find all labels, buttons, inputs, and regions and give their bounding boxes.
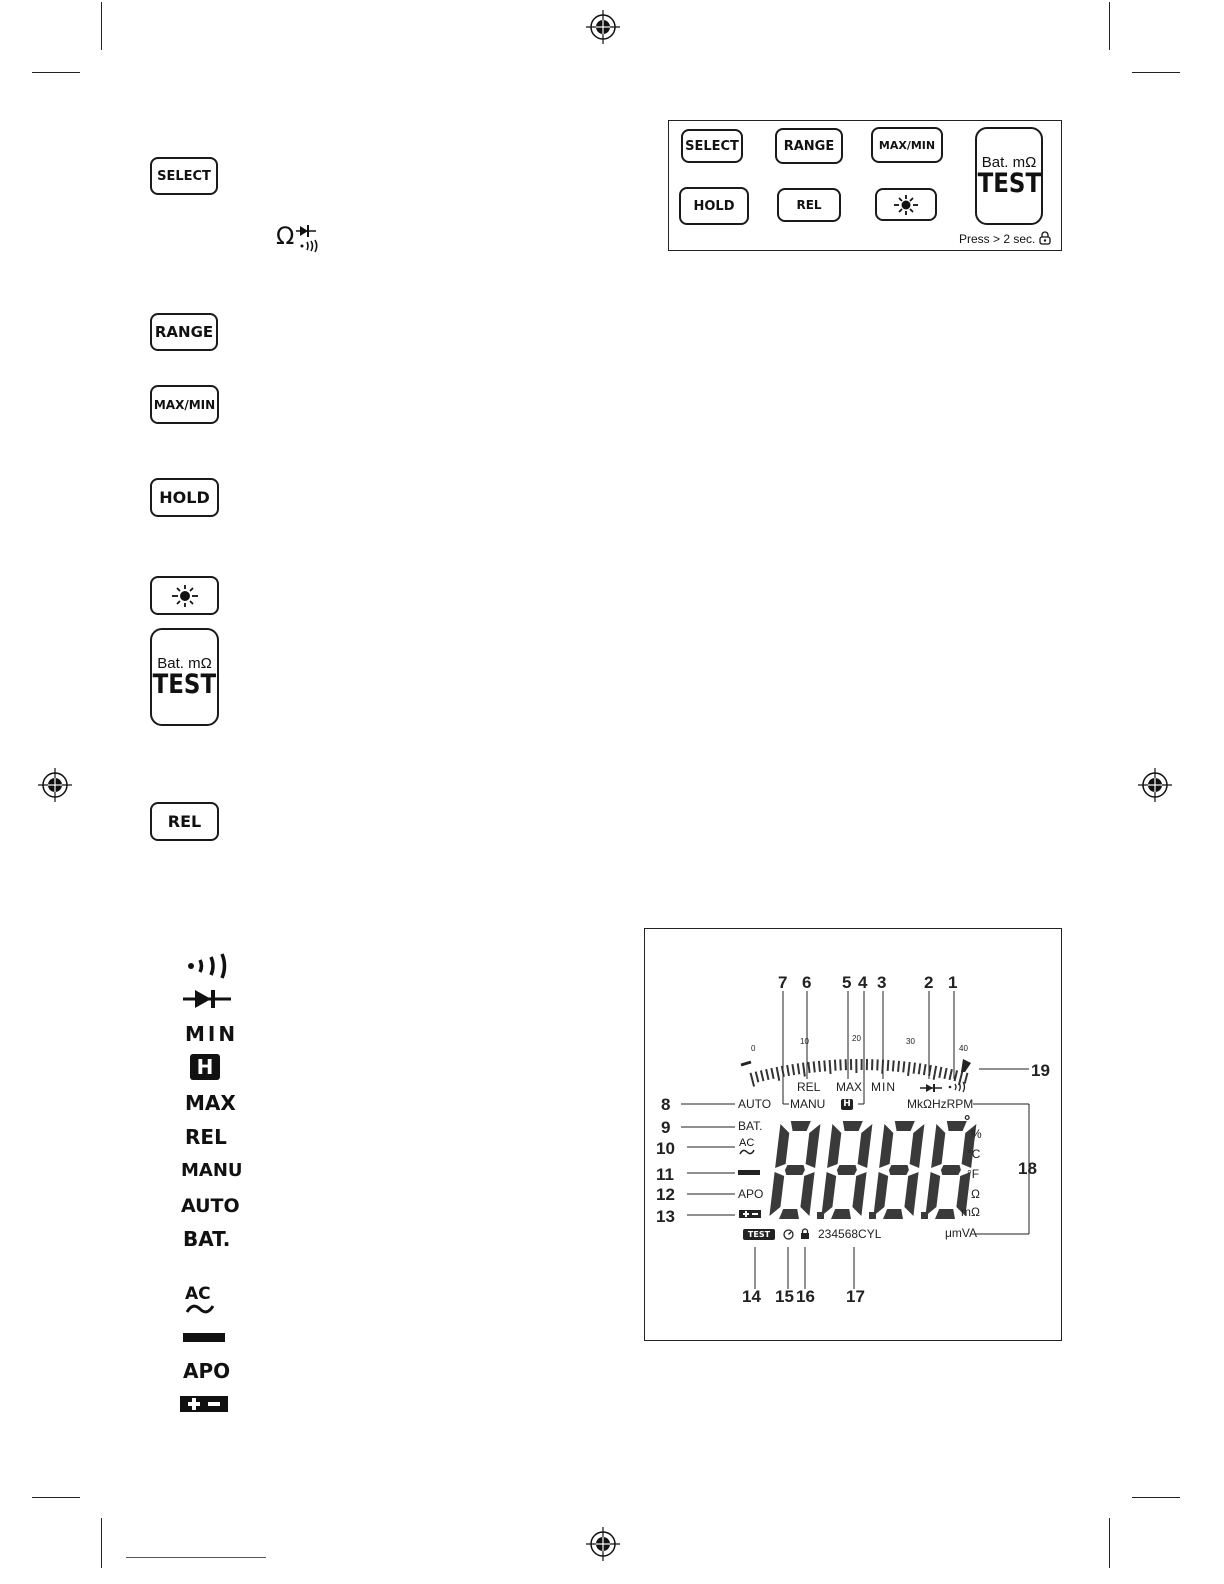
lcd-diode-icon (920, 1083, 942, 1093)
test-key-main-label: TEST (152, 668, 217, 700)
digit-segment (831, 1209, 851, 1219)
backlight-key[interactable] (875, 188, 937, 221)
callout-15: 15 (775, 1287, 794, 1306)
bar-graph-segment (944, 1068, 946, 1079)
digit-segment (806, 1124, 821, 1168)
battery-icon (180, 1394, 230, 1414)
bar-graph-segment (814, 1061, 815, 1072)
lcd-hold-letter: H (843, 1099, 851, 1109)
continuity-icon (184, 952, 232, 980)
apo-symbol: APO (183, 1359, 231, 1383)
lcd-max: MAX (836, 1080, 863, 1094)
maxmin-key[interactable]: MAX/MIN (871, 127, 943, 163)
press-note-text: Press > 2 sec. (959, 232, 1036, 246)
callout-9: 9 (661, 1118, 671, 1137)
callout-19: 19 (1031, 1061, 1050, 1080)
lcd-ac (739, 1137, 759, 1159)
scale-tick-10: 10 (800, 1037, 809, 1046)
callout-7: 7 (778, 973, 788, 992)
crop-mark (32, 72, 80, 73)
lcd-unit-deg: ° (964, 1113, 971, 1130)
maxmin-key-left[interactable]: MAX/MIN (150, 385, 219, 424)
backlight-key-left[interactable] (150, 576, 219, 615)
ac-symbol (185, 1284, 219, 1320)
lcd-min: MIN (871, 1080, 896, 1094)
lcd-hold-box (841, 1099, 853, 1110)
registration-mark-icon (586, 10, 620, 44)
lcd-units-top: MkΩHzRPM (907, 1097, 974, 1111)
callout-13: 13 (656, 1207, 675, 1226)
digit-segment (873, 1172, 888, 1216)
digit-segment (827, 1124, 841, 1168)
bar-graph-segment (835, 1060, 836, 1071)
test-key[interactable] (975, 127, 1043, 225)
digit-segment (895, 1121, 915, 1131)
crop-mark (1109, 2, 1110, 50)
bar-graph-segment (824, 1060, 825, 1071)
bar-graph-segment (798, 1063, 800, 1074)
digit-segment (941, 1165, 961, 1175)
lcd-unit-umva: μmVA (945, 1226, 978, 1240)
select-key[interactable]: SELECT (681, 129, 743, 163)
lcd-continuity-icon (947, 1081, 967, 1093)
diode-continuity-icon (296, 222, 322, 254)
callout-4: 4 (858, 973, 868, 992)
tilde-icon (185, 1302, 215, 1316)
lcd-apo: APO (738, 1187, 764, 1201)
bar-graph-segment (782, 1066, 784, 1077)
lcd-test-badge (743, 1229, 775, 1240)
lcd-tilde-icon (739, 1148, 755, 1156)
digit-segment (800, 1172, 814, 1216)
scale-tick-30: 30 (906, 1037, 915, 1046)
callout-18: 18 (1018, 1159, 1037, 1178)
select-key-left[interactable]: SELECT (150, 157, 218, 195)
callout-12: 12 (656, 1185, 675, 1204)
digit-segment (925, 1172, 940, 1216)
lcd-unit-ohm: Ω (971, 1187, 980, 1201)
callout-5: 5 (842, 973, 852, 992)
dc-bar-symbol (183, 1333, 225, 1342)
bar-graph-segment (751, 1073, 755, 1087)
test-key-left[interactable] (150, 628, 219, 726)
digit-segment (852, 1172, 866, 1216)
bar-graph-segment (830, 1060, 831, 1074)
callout-10: 10 (656, 1139, 675, 1158)
hold-box-letter: H (196, 1055, 214, 1079)
bar-graph-segment (882, 1060, 883, 1074)
range-key-left[interactable]: RANGE (150, 313, 218, 351)
lcd-timer-icon (783, 1229, 794, 1240)
lcd-rel: REL (797, 1080, 821, 1094)
lcd-cyl: 234568CYL (818, 1227, 882, 1241)
digit-segment (785, 1165, 805, 1175)
bar-graph-segment (924, 1064, 926, 1075)
bar-graph-segment (908, 1062, 910, 1076)
callout-17: 17 (846, 1287, 865, 1306)
digit-segment (858, 1124, 873, 1168)
callout-16: 16 (796, 1287, 815, 1306)
crop-mark (1109, 1518, 1110, 1568)
decimal-point (921, 1212, 928, 1219)
registration-mark-icon (38, 768, 72, 802)
bar-graph-segment (756, 1072, 759, 1083)
registration-mark-icon (586, 1527, 620, 1561)
lcd-bat: BAT. (738, 1119, 763, 1133)
lcd-ac-text: AC (739, 1137, 755, 1149)
lcd-auto: AUTO (738, 1097, 772, 1111)
bar-graph-segment (903, 1061, 904, 1072)
bar-graph-segment (808, 1062, 809, 1073)
link-underline (126, 1557, 266, 1558)
digit-segment (779, 1209, 799, 1219)
digit-segment (837, 1165, 857, 1175)
seven-segment-digits (769, 1121, 976, 1219)
lcd-lock-icon (800, 1228, 810, 1240)
callout-3: 3 (877, 973, 887, 992)
callout-8: 8 (661, 1095, 671, 1114)
bar-graph-segment (914, 1063, 915, 1074)
decimal-point (817, 1212, 824, 1219)
bar-graph-segment (919, 1063, 921, 1074)
digit-segment (775, 1124, 789, 1168)
bar-graph-segment (803, 1063, 805, 1077)
bar-graph-segment (819, 1061, 820, 1072)
bar-graph-segment (939, 1067, 941, 1078)
hold-key-left[interactable]: HOLD (150, 478, 219, 517)
bar-graph-segment (934, 1066, 937, 1080)
digit-segment (821, 1172, 836, 1216)
digit-segment (791, 1121, 811, 1131)
lcd-leader-lines (645, 929, 1063, 1342)
callout-2: 2 (924, 973, 934, 992)
bar-graph-segment (792, 1064, 794, 1075)
digit-segment (769, 1172, 784, 1216)
lcd-unit-mohm: mΩ (961, 1205, 980, 1219)
sun-icon (170, 584, 200, 608)
lcd-dc-bar (738, 1170, 760, 1175)
test-key-main-label: TEST (977, 167, 1041, 199)
bat-symbol: BAT. (183, 1227, 231, 1251)
rel-key[interactable]: REL (777, 188, 841, 222)
bar-graph-segment (761, 1070, 764, 1081)
registration-mark-icon (1138, 768, 1172, 802)
digit-segment (843, 1121, 863, 1131)
key-panel (668, 120, 1062, 251)
diode-icon (183, 988, 231, 1010)
digit-segment (889, 1165, 909, 1175)
digit-segment (879, 1124, 893, 1168)
min-symbol: MIN (185, 1022, 239, 1046)
rel-key-left[interactable]: REL (150, 802, 219, 841)
range-key[interactable]: RANGE (775, 128, 843, 164)
ac-text: AC (185, 1284, 211, 1304)
lcd-battery-icon (739, 1209, 763, 1219)
lcd-unit-c: °C (967, 1147, 981, 1161)
decimal-point (869, 1212, 876, 1219)
callout-11: 11 (656, 1165, 674, 1184)
bar-graph-segment (949, 1069, 951, 1080)
hold-box-symbol (190, 1054, 220, 1080)
crop-mark (101, 1518, 102, 1568)
bar-graph-segment (898, 1061, 899, 1072)
test-key-top-label: Bat. mΩ (981, 153, 1037, 171)
bar-graph-segment (893, 1060, 894, 1071)
bar-graph-segment (777, 1067, 780, 1081)
lcd-diagram (644, 928, 1062, 1341)
digit-segment (910, 1124, 925, 1168)
digit-segment (935, 1209, 955, 1219)
test-key-top-label: Bat. mΩ (157, 654, 212, 672)
hold-key[interactable]: HOLD (679, 187, 749, 225)
max-symbol: MAX (185, 1091, 236, 1115)
scale-tick-20: 20 (852, 1034, 861, 1043)
digit-segment (931, 1124, 945, 1168)
callout-14: 14 (742, 1287, 761, 1306)
digit-segment (904, 1172, 918, 1216)
manu-symbol: MANU (181, 1160, 243, 1181)
scale-tick-40: 40 (959, 1044, 968, 1053)
callout-6: 6 (802, 973, 812, 992)
scale-tick-0: 0 (751, 1044, 756, 1053)
lcd-unit-pct: % (971, 1127, 982, 1141)
omega-symbol: Ω (276, 222, 295, 250)
crop-mark (101, 2, 102, 50)
bar-graph-segment (888, 1060, 889, 1071)
auto-symbol: AUTO (181, 1195, 240, 1217)
bar-graph-segment (787, 1065, 789, 1076)
callout-1: 1 (948, 973, 958, 992)
lcd-unit-f: °F (967, 1167, 980, 1181)
press-note (959, 231, 1051, 246)
bar-graph-segment (771, 1068, 773, 1079)
lcd-manu: MANU (790, 1097, 826, 1111)
rel-symbol: REL (185, 1125, 227, 1149)
crop-mark (1132, 1497, 1180, 1498)
sun-icon (892, 194, 920, 216)
bar-graph-segment (955, 1070, 958, 1081)
bar-graph-segment (766, 1069, 768, 1080)
crop-mark (32, 1497, 80, 1498)
crop-mark (1132, 72, 1180, 73)
lcd-test-text: TEST (747, 1229, 771, 1239)
digit-segment (883, 1209, 903, 1219)
lock-icon (1039, 231, 1051, 245)
